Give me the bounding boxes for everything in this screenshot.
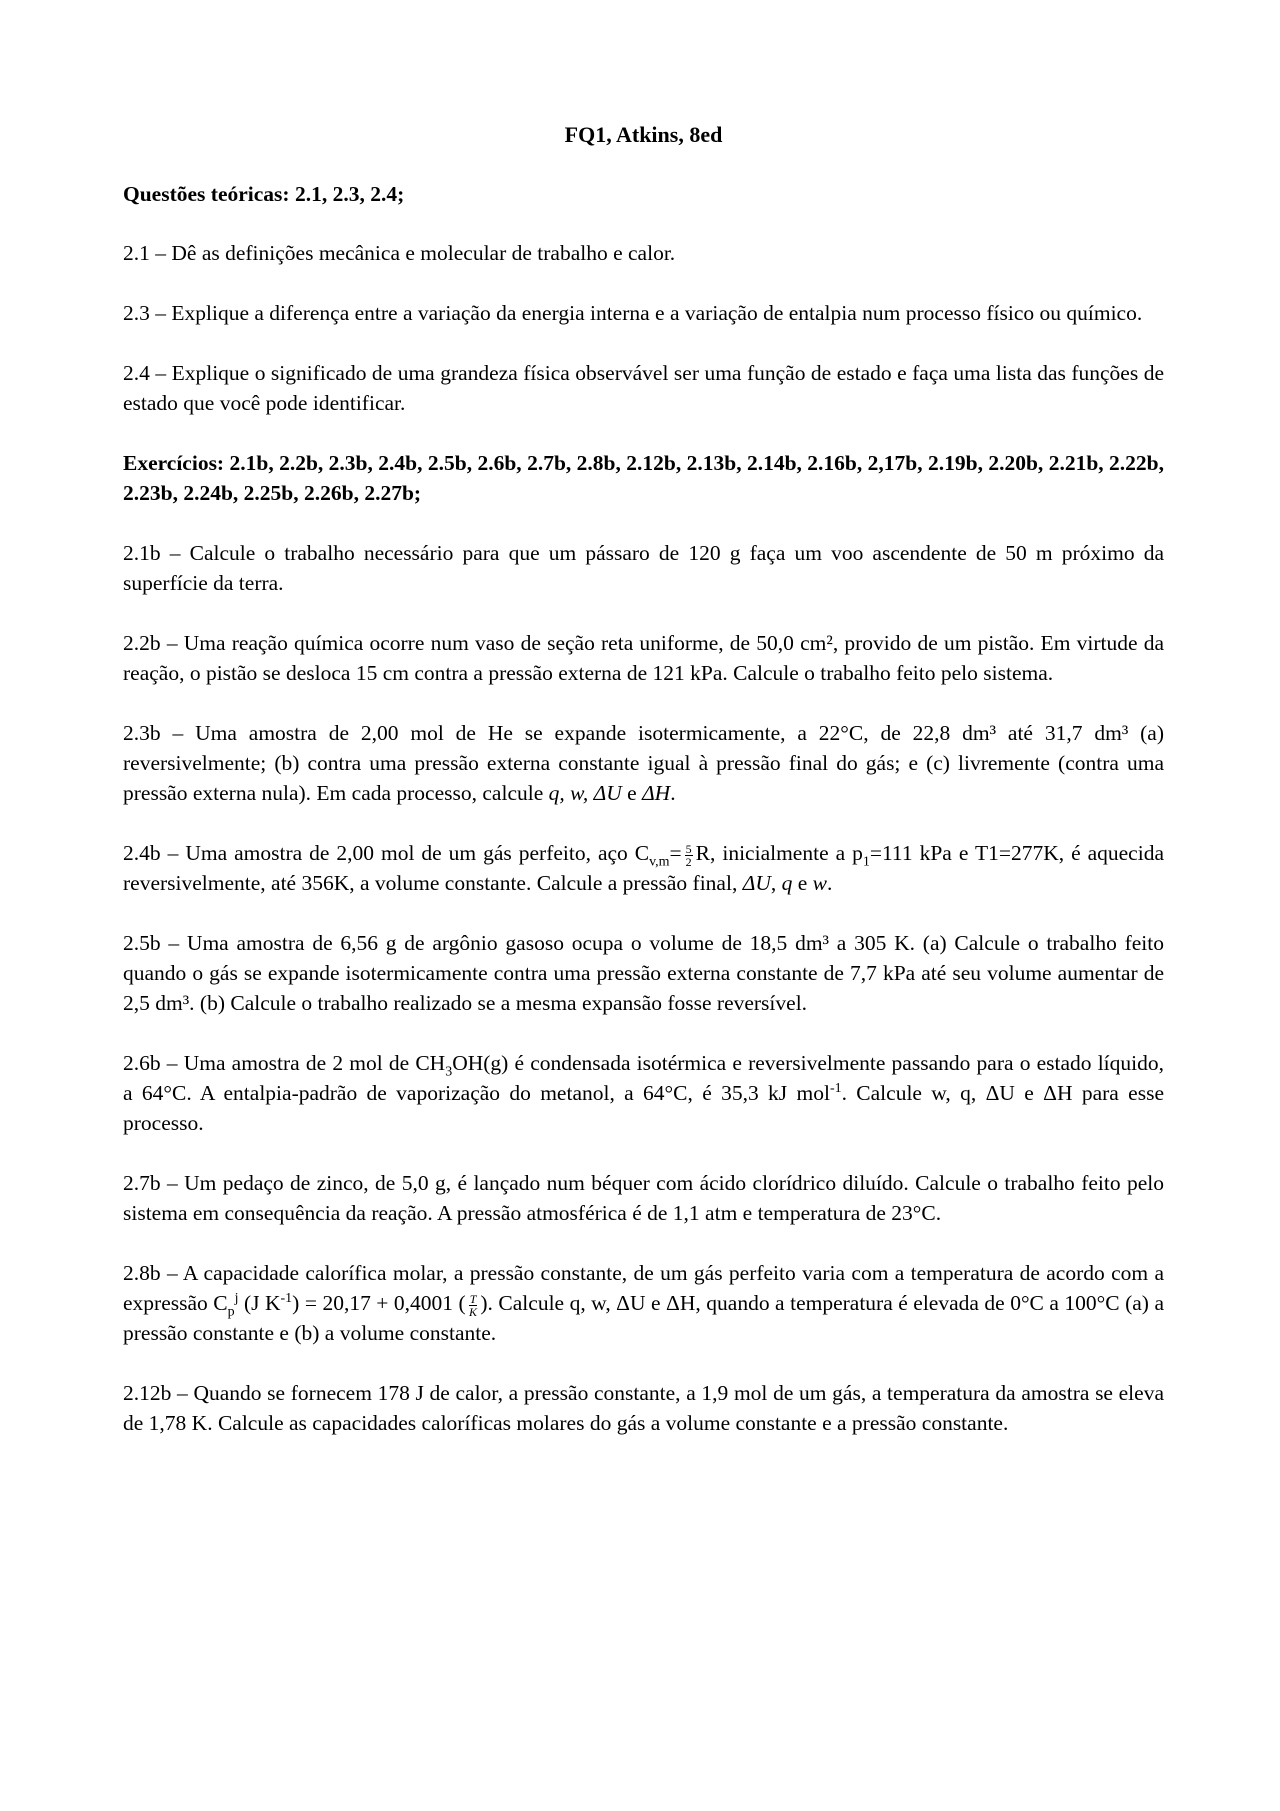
fraction-numerator: 5	[685, 841, 692, 856]
equals-sign: =	[669, 841, 682, 865]
exercise-2-4b-text: 2.4b – Uma amostra de 2,00 mol de um gás perfeito, aço C	[123, 841, 650, 865]
exercise-2-4b-and: e	[792, 871, 813, 895]
p1-subscript: 1	[862, 854, 870, 870]
exercises-heading: Exercícios: 2.1b, 2.2b, 2.3b, 2.4b, 2.5b, 2.6b, 2.7b, 2.8b, 2.12b, 2.13b, 2.14b, 2.16b, 2,17b, 2.19b, 2.20b, 2.21b, 2.22b, 2.23b, 2.24b, 2.25b, 2.26b, 2.27b;	[123, 451, 1164, 505]
exercise-2-12b: 2.12b – Quando se fornecem 178 J de calor, a pressão constante, a 1,9 mol de um gás, a temperatura da amostra se eleva de 1,78 K. Calcule as capacidades caloríficas molares do gás a volume constante e a pressão constante.	[123, 1381, 1164, 1435]
exercise-2-8b-text: 2.8b – A capacidade calorífica molar, a pressão constante, de um gás perfeito varia com a temperatura de acordo com a expressão C	[123, 1261, 1164, 1315]
mol-superscript: -1	[829, 1080, 842, 1096]
exercise-2-8b-text-3: ) = 20,17 + 0,4001 (	[292, 1291, 466, 1315]
exercise-2-1b: 2.1b – Calcule o trabalho necessário para que um pássaro de 120 g faça um voo ascendente de 50 m próximo da superfície da terra.	[123, 541, 1164, 595]
exercise-2-3b-vars: q, w, ΔU	[548, 781, 622, 805]
fraction-five-halves	[685, 843, 693, 868]
exercise-2-4b-end: .	[827, 871, 833, 895]
exercise-2-4b-du: ΔU	[742, 871, 771, 895]
exercise-2-3b-and: e	[621, 781, 643, 805]
exercise-2-4b-comma: ,	[770, 871, 782, 895]
exercise-2-8b	[123, 1258, 1164, 1348]
exercise-2-6b	[123, 1048, 1164, 1138]
exercise-2-4b-text-3: =111 kPa e T1=277K, é aquecida reversivelmente, até 356K, a volume constante. Calcule a pressão final,	[123, 841, 1164, 895]
exercise-2-8b-text-2: (J K	[238, 1291, 281, 1315]
exercise-2-4b-text-2: R, inicialmente a p	[695, 841, 863, 865]
exercise-2-3b-text: 2.3b – Uma amostra de 2,00 mol de He se expande isotermicamente, a 22°C, de 22,8 dm³ até 31,7 dm³ (a) reversivelmente; (b) contra uma pressão externa constante igual à pressão final do gás; e (c) livremente (contra uma pressão externa nula). Em cada processo, calcule	[123, 721, 1164, 805]
exercise-2-6b-text-2: OH(g) é condensada isotérmica e reversivelmente passando para o estado líquido, a 64°C. A entalpia-padrão de vaporização do metanol, a 64°C, é 35,3 kJ mol	[123, 1051, 1164, 1105]
exercise-2-4b-q: q	[781, 871, 793, 895]
exercise-2-2b: 2.2b – Uma reação química ocorre num vaso de seção reta uniforme, de 50,0 cm², provido de um pistão. Em virtude da reação, o pistão se desloca 15 cm contra a pressão externa de 121 kPa. Calcule o trabalho feito pelo sistema.	[123, 631, 1164, 685]
question-2-4: 2.4 – Explique o significado de uma grandeza física observável ser uma função de estado e faça uma lista das funções de estado que você pode identificar.	[123, 361, 1164, 415]
cvm-subscript: v,m	[649, 854, 670, 870]
cp-subscript: p	[227, 1304, 235, 1320]
fraction-k: K	[469, 1304, 478, 1319]
fraction-t-over-k	[469, 1293, 478, 1318]
fraction-t: T	[469, 1291, 477, 1306]
exercise-2-8b-text-4: ). Calcule q, w, ΔU e ΔH, quando a temperatura é elevada de 0°C a 100°C (a) a pressão constante e (b) a volume constante.	[123, 1291, 1164, 1345]
k-superscript: -1	[280, 1290, 293, 1306]
fraction-denominator: 2	[685, 854, 692, 869]
ch3-subscript: 3	[445, 1064, 453, 1080]
exercise-2-6b-text-3: . Calcule w, q, ΔU e ΔH para esse processo.	[123, 1081, 1164, 1135]
exercise-2-4b-w: w	[812, 871, 827, 895]
cp-superscript: j	[234, 1290, 239, 1306]
question-2-1: 2.1 – Dê as definições mecânica e molecular de trabalho e calor.	[123, 241, 676, 265]
exercise-2-3b-dh: ΔH	[642, 781, 671, 805]
exercise-2-3b-end: .	[670, 781, 676, 805]
exercise-2-4b	[123, 838, 1164, 898]
page-title: FQ1, Atkins, 8ed	[564, 122, 723, 147]
exercise-2-3b	[123, 718, 1164, 808]
exercise-2-7b: 2.7b – Um pedaço de zinco, de 5,0 g, é lançado num béquer com ácido clorídrico diluído. Calcule o trabalho feito pelo sistema em consequência da reação. A pressão atmosférica é de 1,1 atm e temperatura de 23°C.	[123, 1171, 1164, 1225]
exercise-2-5b: 2.5b – Uma amostra de 6,56 g de argônio gasoso ocupa o volume de 18,5 dm³ a 305 K. (a) Calcule o trabalho feito quando o gás se expande isotermicamente contra uma pressão externa constante de 7,7 kPa até seu volume aumentar de 2,5 dm³. (b) Calcule o trabalho realizado se a mesma expansão fosse reversível.	[123, 931, 1164, 1015]
exercise-2-6b-text: 2.6b – Uma amostra de 2 mol de CH	[123, 1051, 446, 1075]
question-2-3: 2.3 – Explique a diferença entre a variação da energia interna e a variação de entalpia num processo físico ou químico.	[123, 301, 1143, 325]
theory-heading: Questões teóricas: 2.1, 2.3, 2.4;	[123, 182, 405, 206]
